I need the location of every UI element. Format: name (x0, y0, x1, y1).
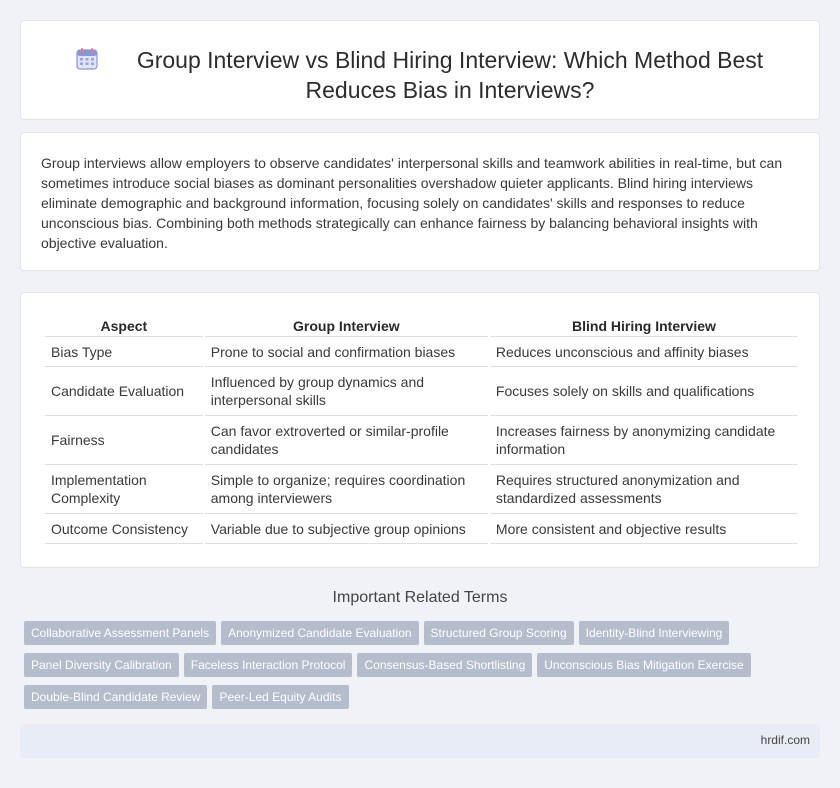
related-term-tag[interactable]: Anonymized Candidate Evaluation (221, 621, 418, 645)
related-term-tag[interactable]: Unconscious Bias Mitigation Exercise (537, 653, 750, 677)
related-term-tag[interactable]: Structured Group Scoring (424, 621, 574, 645)
table-cell: More consistent and objective results (490, 514, 798, 544)
page-title: Group Interview vs Blind Hiring Interview: Which Method Best Reduces Bias in Interviews? (136, 47, 764, 103)
table-cell: Focuses solely on skills and qualifications (490, 367, 798, 416)
table-cell: Requires structured anonymization and standardized assessments (490, 465, 798, 514)
related-term-tag[interactable]: Panel Diversity Calibration (24, 653, 179, 677)
related-term-tag[interactable]: Peer-Led Equity Audits (212, 685, 348, 709)
table-cell: Fairness (45, 416, 203, 465)
table-row (45, 514, 798, 544)
footer (20, 724, 820, 758)
intro-card (20, 132, 820, 271)
table-cell: Implementation Complexity (45, 465, 203, 514)
related-term-tag[interactable]: Double-Blind Candidate Review (24, 685, 207, 709)
related-term-tag[interactable]: Identity-Blind Interviewing (579, 621, 730, 645)
table-header-row (45, 313, 798, 337)
comparison-table-card (20, 292, 820, 568)
table-row (45, 337, 798, 367)
related-term-tag[interactable]: Collaborative Assessment Panels (24, 621, 216, 645)
table-row (45, 367, 798, 416)
table-cell: Outcome Consistency (45, 514, 203, 544)
table-cell: Simple to organize; requires coordination among interviewers (205, 465, 488, 514)
column-header-aspect: Aspect (45, 313, 203, 337)
related-term-tag[interactable]: Faceless Interaction Protocol (184, 653, 353, 677)
table-cell: Reduces unconscious and affinity biases (490, 337, 798, 367)
related-terms-list (24, 621, 820, 717)
table-cell: Prone to social and confirmation biases (205, 337, 488, 367)
table-cell: Variable due to subjective group opinions (205, 514, 488, 544)
table-cell: Bias Type (45, 337, 203, 367)
intro-paragraph: Group interviews allow employers to observe candidates' interpersonal skills and teamwork abilities in real-time, but can sometimes introduce social biases as dominant personalities overshadow quieter applicants. Blind hiring interviews eliminate demographic and background information, focusing solely on candidates' skills and responses to reduce unconscious bias. Combining both methods strategically can enhance fairness by balancing behavioral insights with objective evaluation. (41, 155, 783, 251)
footer-site-link[interactable]: hrdif.com (760, 733, 810, 747)
table-row (45, 416, 798, 465)
table-cell: Influenced by group dynamics and interpersonal skills (205, 367, 488, 416)
column-header-blind-hiring: Blind Hiring Interview (490, 313, 798, 337)
comparison-table (43, 313, 800, 544)
table-cell: Can favor extroverted or similar-profile candidates (205, 416, 488, 465)
table-cell: Increases fairness by anonymizing candidate information (490, 416, 798, 465)
related-terms-heading: Important Related Terms (332, 589, 508, 606)
related-term-tag[interactable]: Consensus-Based Shortlisting (357, 653, 532, 677)
column-header-group-interview: Group Interview (205, 313, 488, 337)
table-cell: Candidate Evaluation (45, 367, 203, 416)
title-card (20, 20, 820, 120)
table-row (45, 465, 798, 514)
